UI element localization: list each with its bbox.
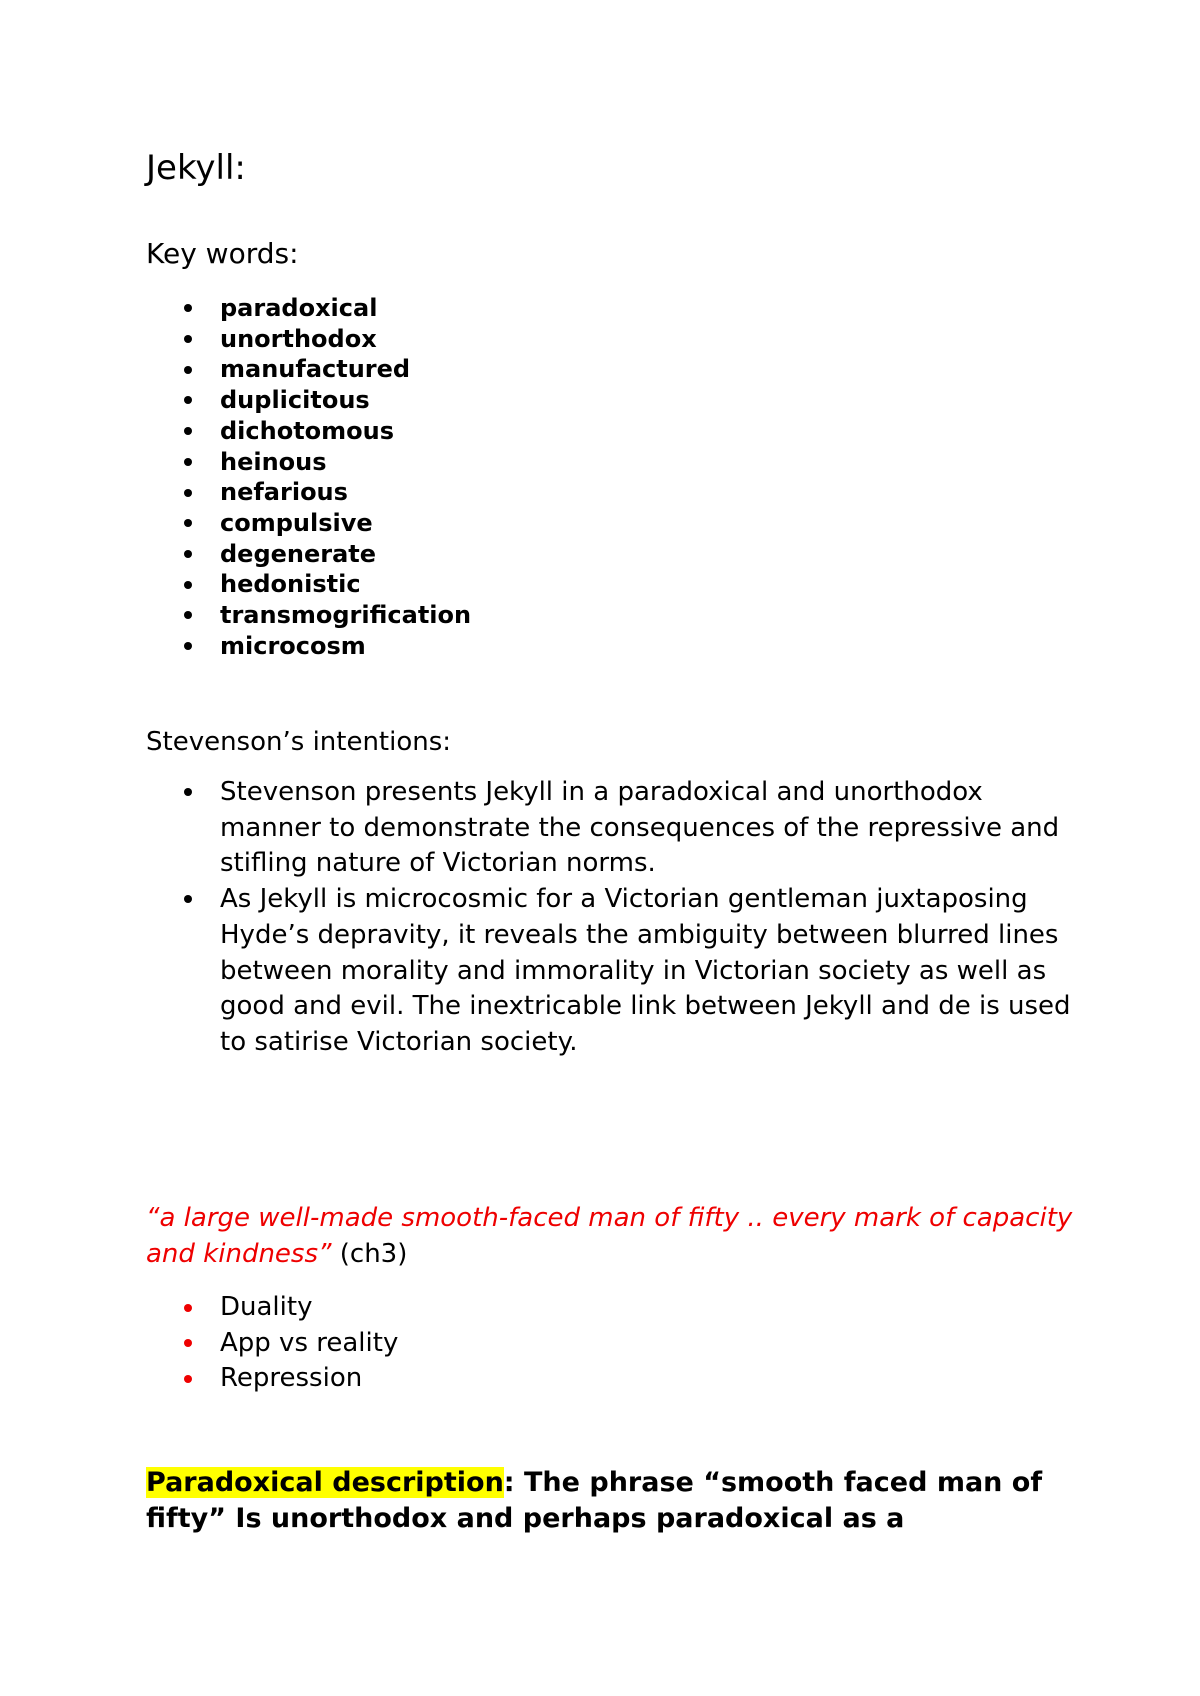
keyword-item xyxy=(146,477,471,508)
keyword-item xyxy=(146,508,471,539)
keyword-item xyxy=(146,324,471,355)
intentions-heading: Stevenson’s intentions: xyxy=(146,727,452,757)
keyword-text: nefarious xyxy=(220,478,348,507)
analysis-paragraph xyxy=(146,1465,1106,1537)
keyword-text: heinous xyxy=(220,447,327,476)
bullet-icon xyxy=(184,611,192,619)
theme-text: App vs reality xyxy=(220,1327,399,1358)
bullet-icon xyxy=(184,458,192,466)
quote-paragraph xyxy=(146,1200,1086,1272)
analysis-text: The phrase “smooth faced man of fifty” Is unorthodox and perhaps paradoxical as a xyxy=(146,1467,1043,1534)
bullet-icon xyxy=(184,581,192,589)
intention-text: Stevenson presents Jekyll in a paradoxical and unorthodox manner to demonstrate the consequences of the repressive and stifling nature of Victorian norms. xyxy=(220,777,1060,879)
bullet-icon xyxy=(184,1304,192,1312)
keyword-text: duplicitous xyxy=(220,386,370,415)
keyword-text: dichotomous xyxy=(220,416,395,445)
bullet-icon xyxy=(184,550,192,558)
intention-item xyxy=(146,882,1086,1061)
keyword-item xyxy=(146,447,471,478)
quote-text: “a large well-made smooth-faced man of fifty .. every mark of capacity and kindness” xyxy=(146,1203,1073,1269)
bullet-icon xyxy=(184,1339,192,1347)
keyword-text: compulsive xyxy=(220,508,373,537)
keyword-text: hedonistic xyxy=(220,570,361,599)
keywords-heading: Key words: xyxy=(146,237,299,270)
theme-text: Duality xyxy=(220,1292,313,1322)
keyword-item xyxy=(146,600,471,631)
intention-text: As Jekyll is microcosmic for a Victorian gentleman juxtaposing Hyde’s depravity, it reveals the ambiguity between blurred lines between morality and immorality in Victorian society as well as good and evil. The inextricable link between Jekyll and de is used to satirise Victorian society. xyxy=(220,884,1071,1057)
keyword-item xyxy=(146,385,471,416)
analysis-colon: : xyxy=(503,1467,515,1498)
themes-list xyxy=(146,1290,398,1397)
bullet-icon xyxy=(184,366,192,374)
bullet-icon xyxy=(184,895,192,903)
theme-item xyxy=(146,1326,398,1362)
page-title: Jekyll: xyxy=(146,148,246,188)
quote-reference: (ch3) xyxy=(331,1239,408,1269)
intentions-list xyxy=(146,775,1086,1061)
bullet-icon xyxy=(184,489,192,497)
theme-text: Repression xyxy=(220,1363,363,1393)
bullet-icon xyxy=(184,642,192,650)
keyword-item xyxy=(146,569,471,600)
keyword-text: unorthodox xyxy=(220,324,377,353)
keyword-item xyxy=(146,416,471,447)
bullet-icon xyxy=(184,788,192,796)
bullet-icon xyxy=(184,304,192,312)
bullet-icon xyxy=(184,519,192,527)
keyword-text: degenerate xyxy=(220,539,377,568)
keyword-text: transmogrification xyxy=(220,601,472,630)
theme-item xyxy=(146,1361,398,1397)
keywords-list xyxy=(146,293,471,661)
keyword-item xyxy=(146,631,471,662)
keyword-text: manufactured xyxy=(220,355,411,384)
keyword-text: paradoxical xyxy=(220,294,378,322)
analysis-label: Paradoxical description xyxy=(146,1467,504,1498)
keyword-item xyxy=(146,354,471,385)
bullet-icon xyxy=(184,1375,192,1383)
theme-item xyxy=(146,1290,398,1326)
bullet-icon xyxy=(184,427,192,435)
keyword-text: microcosm xyxy=(220,631,366,660)
bullet-icon xyxy=(184,396,192,404)
bullet-icon xyxy=(184,335,192,343)
intention-item xyxy=(146,775,1086,882)
keyword-item xyxy=(146,293,471,324)
keyword-item xyxy=(146,539,471,570)
